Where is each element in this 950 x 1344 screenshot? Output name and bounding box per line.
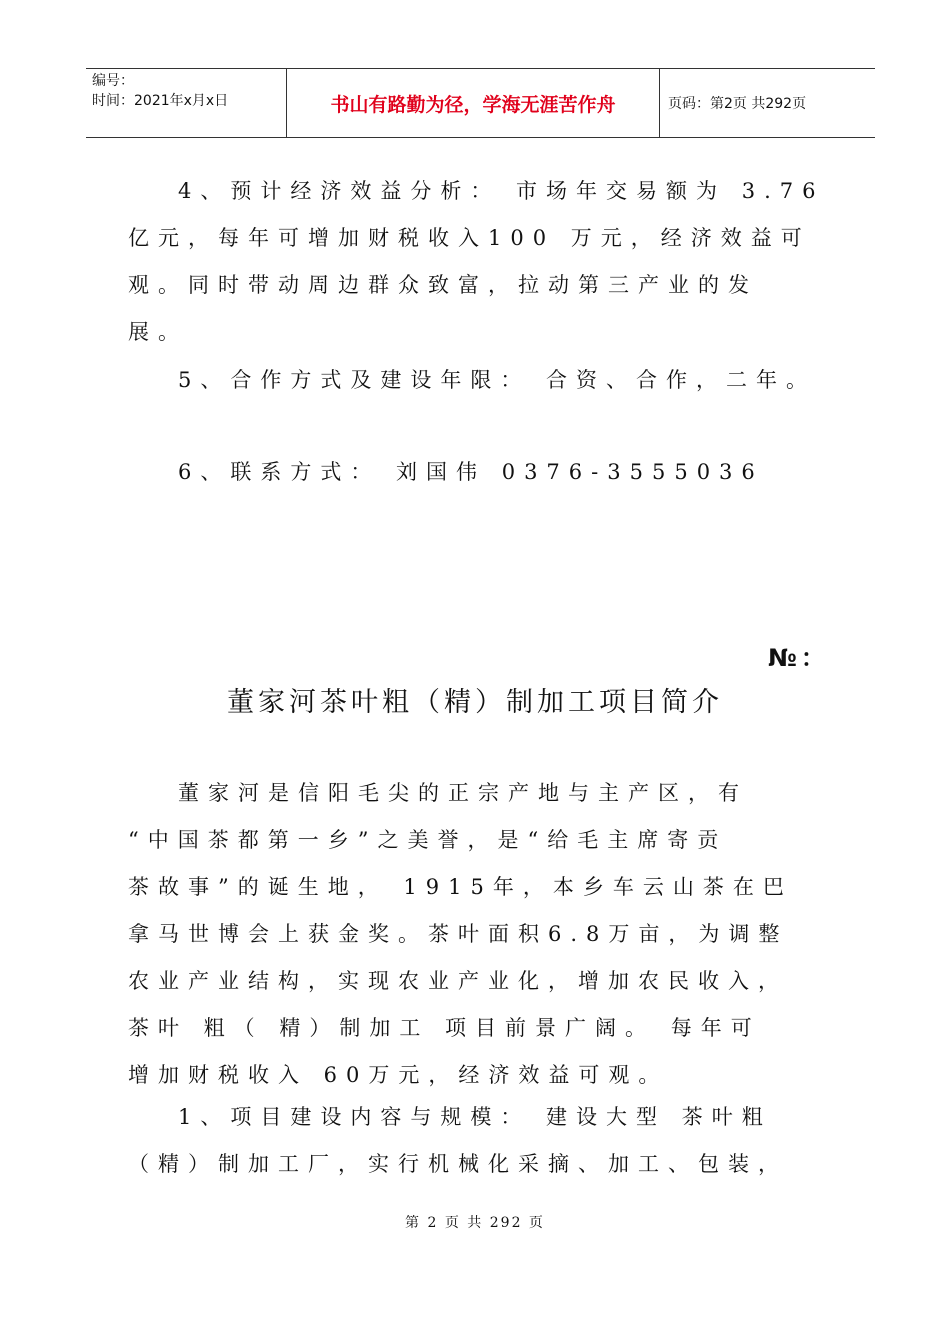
section-1-line: （精）制加工厂，实行机械化采摘、加工、包装，: [128, 1152, 788, 1176]
intro-line: 茶叶 粗（ 精）制加工 项目前景广阔。 每年可: [128, 1016, 761, 1040]
section-4-line: 4、预计经济效益分析： 市场年交易额为 3.76: [178, 179, 825, 203]
header-motto: 书山有路勤为径，学海无涯苦作舟: [286, 69, 660, 137]
intro-line: 董家河是信阳毛尖的正宗产地与主产区，有: [178, 781, 748, 805]
intro-line: “中国茶都第一乡”之美誉，是“给毛主席寄贡: [128, 828, 728, 852]
section-5-line: 5、合作方式及建设年限： 合资、合作，二年。: [178, 368, 817, 392]
intro-line: 茶故事”的诞生地， 1915年，本乡车云山茶在巴: [128, 875, 793, 899]
page-footer: 第 2 页 共 292 页: [405, 1215, 545, 1231]
section-1-line: 1、项目建设内容与规模： 建设大型 茶叶粗: [178, 1105, 772, 1129]
page-header: [86, 68, 875, 138]
section-4-line: 观。同时带动周边群众致富，拉动第三产业的发: [128, 273, 758, 297]
intro-line: 增加财税收入 60万元，经济效益可观。: [128, 1063, 669, 1087]
header-meta: [86, 69, 286, 137]
section-4-line: 展。: [128, 320, 188, 344]
intro-line: 农业产业结构，实现农业产业化，增加农民收入，: [128, 969, 788, 993]
section-4-paragraph: [128, 168, 828, 356]
document-number-label: №：: [768, 644, 829, 672]
header-time-label: 时间：2021年x月x日: [92, 93, 229, 109]
document-title: 董家河茶叶粗（精）制加工项目简介: [227, 687, 723, 718]
section-4-line: 亿元，每年可增加财税收入100 万元，经济效益可: [128, 226, 811, 250]
section-1-paragraph: [128, 1094, 828, 1188]
header-page-info: 页码：第2页 共292页: [668, 96, 807, 112]
header-number-label: 编号：: [92, 73, 134, 89]
section-6-contact: 6、联系方式： 刘国伟 0376-3555036: [178, 460, 764, 484]
intro-paragraph: [128, 770, 828, 1099]
intro-line: 拿马世博会上获金奖。茶叶面积6.8万亩，为调整: [128, 922, 789, 946]
